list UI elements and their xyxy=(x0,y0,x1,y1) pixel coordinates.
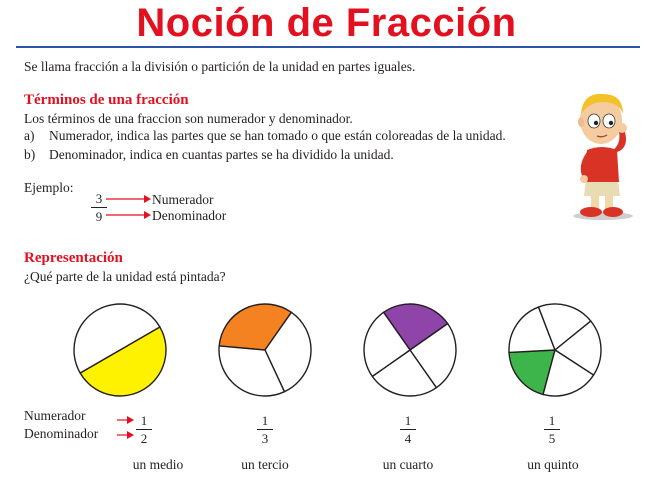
fraction-one-quarter xyxy=(398,413,418,446)
numerator: 1 xyxy=(404,413,412,428)
circle-one-half xyxy=(70,300,170,400)
numerator: 1 xyxy=(140,413,148,428)
example-numerator: 3 xyxy=(95,191,103,206)
example-label: Ejemplo: xyxy=(24,180,74,195)
example-denominator-label: Denominador xyxy=(152,208,227,223)
term-item-a-text: Numerador, indica las partes que se han tomado o que están coloreadas de la unidad. xyxy=(49,128,506,143)
denominator: 2 xyxy=(140,431,148,446)
terms-heading: Términos de una fracción xyxy=(24,92,189,108)
representation-heading: Representación xyxy=(24,250,123,266)
fraction-one-third xyxy=(255,413,275,446)
numerator: 1 xyxy=(548,413,556,428)
word-one-half: un medio xyxy=(132,457,184,472)
denominator: 3 xyxy=(261,431,269,446)
boy-illustration xyxy=(569,88,641,223)
title-rule xyxy=(16,46,640,48)
denominator: 4 xyxy=(404,431,412,446)
example-numerator-label: Numerador xyxy=(152,192,214,207)
circle-one-quarter xyxy=(360,300,460,400)
fraction-bar xyxy=(544,429,560,430)
numerator: 1 xyxy=(261,413,269,428)
term-item-b-marker: b) xyxy=(24,147,36,162)
word-one-quarter: un cuarto xyxy=(382,457,434,472)
example-arrows xyxy=(104,192,154,222)
representation-denominator-label: Denominador xyxy=(24,426,99,441)
fraction-bar xyxy=(257,429,273,430)
denominator: 5 xyxy=(548,431,556,446)
definition-text: Se llama fracción a la división o partición de la unidad en partes iguales. xyxy=(24,59,416,74)
fraction-one-half xyxy=(134,413,154,446)
word-one-fifth: un quinto xyxy=(527,457,579,472)
example-denominator: 9 xyxy=(95,209,103,224)
circle-one-third xyxy=(215,300,315,400)
representation-question: ¿Qué parte de la unidad está pintada? xyxy=(24,269,226,284)
fraction-one-fifth xyxy=(542,413,562,446)
word-one-third: un tercio xyxy=(241,457,289,472)
term-item-b-text: Denominador, indica en cuantas partes se ha dividido la unidad. xyxy=(49,147,394,162)
fraction-bar xyxy=(136,429,152,430)
term-item-a-marker: a) xyxy=(24,128,35,143)
terms-intro: Los términos de una fraccion son numerador y denominador. xyxy=(24,111,353,126)
circle-one-fifth xyxy=(505,300,605,400)
fraction-bar xyxy=(400,429,416,430)
page-title: Noción de Fracción xyxy=(136,1,517,45)
representation-numerator-label: Numerador xyxy=(24,408,86,423)
